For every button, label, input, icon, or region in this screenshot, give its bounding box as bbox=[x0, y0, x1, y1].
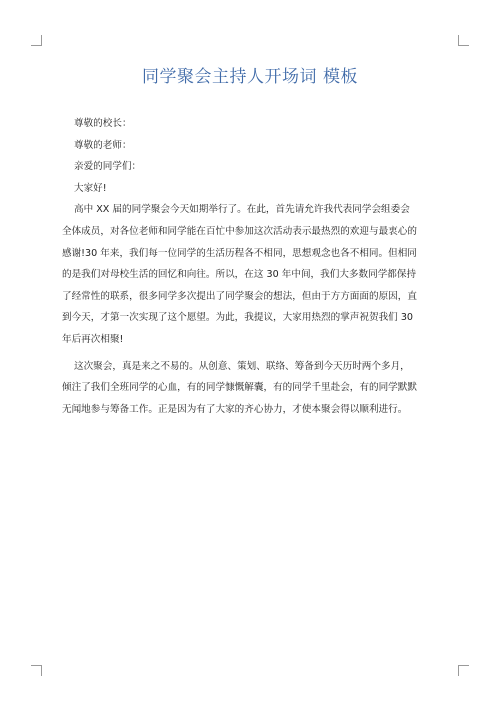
greeting-classmates: 亲爱的同学们： bbox=[74, 161, 142, 173]
paragraph-line: 感谢!30 年来，我们每一位同学的生活历程各不相同，思想观念也各不相同。但相同 bbox=[62, 247, 417, 259]
crop-mark-bottom-right bbox=[458, 665, 469, 676]
greeting-principal: 尊敬的校长： bbox=[74, 118, 132, 129]
document-title: 同学聚会主持人开场词 模板 bbox=[142, 67, 358, 87]
paragraph-line: 年后再次相聚! bbox=[62, 333, 124, 345]
paragraph-2 bbox=[62, 356, 440, 421]
crop-mark-bottom-left bbox=[31, 665, 42, 676]
paragraph-line: 全体成员，对各位老师和同学能在百忙中参加这次活动表示最热烈的欢迎与最衷心的 bbox=[62, 225, 417, 237]
paragraph-line: 的是我们对母校生活的回忆和向往。所以，在这 30 年中间，我们大多数同学都保持 bbox=[62, 269, 417, 281]
greeting-everyone: 大家好! bbox=[74, 182, 107, 194]
paragraph-line: 了经常性的联系，很多同学多次提出了同学聚会的想法，但由于方方面面的原因，直 bbox=[62, 290, 417, 302]
paragraph-line: 无闻地参与筹备工作。正是因为有了大家的齐心协力，才使本聚会得以顺利进行。 bbox=[62, 403, 408, 415]
crop-mark-top-right bbox=[458, 35, 469, 46]
document-body bbox=[62, 113, 440, 420]
paragraph-1 bbox=[62, 199, 440, 350]
paragraph-line: 到今天，才第一次实现了这个愿望。为此，我提议，大家用热烈的掌声祝贺我们 30 bbox=[62, 312, 414, 324]
paragraph-line: 高中 XX 届的同学聚会今天如期举行了。在此，首先请允许我代表同学会组委会 bbox=[74, 204, 410, 216]
paragraph-line: 倾注了我们全班同学的心血，有的同学慷慨解囊，有的同学千里赴会，有的同学默默 bbox=[62, 382, 417, 394]
crop-mark-top-left bbox=[31, 35, 42, 46]
paragraph-line: 这次聚会，真是来之不易的。从创意、策划、联络、筹备到今天历时两个多月， bbox=[74, 360, 410, 372]
greeting-teachers: 尊敬的老师： bbox=[74, 139, 132, 151]
